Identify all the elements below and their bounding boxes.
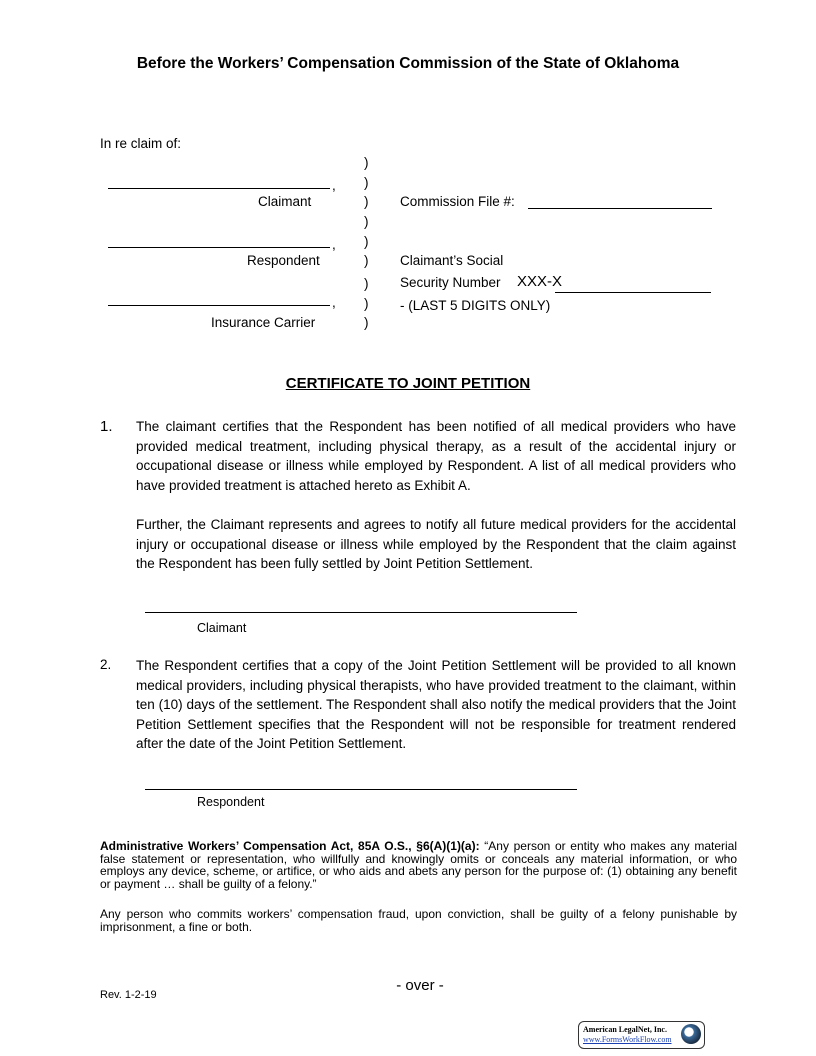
insurance-carrier-label: Insurance Carrier <box>211 315 316 330</box>
certificate-title: CERTIFICATE TO JOINT PETITION <box>285 375 531 392</box>
paren: ) <box>364 276 369 291</box>
page-title: Before the Workers’ Compensation Commission of the State of Oklahoma <box>136 55 680 72</box>
item-1-number: 1. <box>100 418 113 435</box>
act-text: “Any person or entity who makes any material false statement or representation, who willfully and knowingly omits or conceals any material information, or who employs any device, scheme, or artifice, or who aids and abets any person for the purpose of: (1) obtaining any benefit or payment … shall be guilty of a felony.” <box>100 839 737 891</box>
commission-file-field[interactable] <box>528 208 712 209</box>
paren: ) <box>364 175 369 190</box>
ssn-prefix: XXX-X <box>517 273 563 290</box>
paren: ) <box>364 315 369 330</box>
act-title: Administrative Workers’ Compensation Act, 85A O.S., §6(A)(1)(a): <box>100 839 480 853</box>
comma: , <box>332 295 336 310</box>
american-legalnet-logo[interactable] <box>578 1021 705 1049</box>
claimant-signature-line[interactable] <box>145 612 577 613</box>
logo-url[interactable]: www.FormsWorkFlow.com <box>583 1035 672 1044</box>
in-re-label: In re claim of: <box>100 136 182 151</box>
revision-label: Rev. 1-2-19 <box>100 989 157 1001</box>
act-statement <box>100 840 737 890</box>
paren: ) <box>364 214 369 229</box>
globe-icon <box>681 1024 701 1044</box>
ssn-label-line2: Security Number <box>400 275 501 290</box>
fraud-statement: Any person who commits workers’ compensation fraud, upon conviction, shall be guilty of a felony punishable by imprisonment, a fine or both. <box>100 907 737 934</box>
paren: ) <box>364 194 369 209</box>
insurance-carrier-field[interactable] <box>108 305 330 306</box>
respondent-label: Respondent <box>247 253 320 268</box>
item-1-paragraph-2: Further, the Claimant represents and agrees to notify all future medical providers for the accidental injury or occupational disease or illness while employed by the Respondent that the claim against the Respondent has been fully settled by Joint Petition Settlement. <box>136 517 736 571</box>
respondent-name-field[interactable] <box>108 247 330 248</box>
comma: , <box>332 237 336 252</box>
item-2-number: 2. <box>100 657 112 672</box>
comma: , <box>332 178 336 193</box>
item-1-paragraph-1: The claimant certifies that the Respondent has been notified of all medical providers who have provided medical treatment, including physical therapy, as a result of the accidental injury or occupational disease or illness while employed by Respondent. A list of all medical providers who have provided treatment is attached hereto as Exhibit A. <box>136 419 736 493</box>
respondent-signature-line[interactable] <box>145 789 577 790</box>
paren: ) <box>364 253 369 268</box>
ssn-note: - (LAST 5 DIGITS ONLY) <box>400 298 551 313</box>
paren: ) <box>364 234 369 249</box>
ssn-label-line1: Claimant’s Social <box>400 253 504 268</box>
item-2-paragraph: The Respondent certifies that a copy of the Joint Petition Settlement will be provided to all known medical providers, including physical therapists, who have provided treatment to the claimant, within ten (10) days of the settlement. The Respondent shall also notify the medical providers that the Joint Petition Settlement specifies that the Respondent will not be responsible for treatment rendered after the date of the Joint Petition Settlement. <box>136 658 736 751</box>
paren: ) <box>364 296 369 311</box>
ssn-field[interactable] <box>555 292 711 293</box>
claimant-label: Claimant <box>258 194 312 209</box>
over-label: - over - <box>396 977 444 994</box>
paren: ) <box>364 155 369 170</box>
claimant-name-field[interactable] <box>108 188 330 189</box>
logo-company: American LegalNet, Inc. <box>583 1025 667 1034</box>
commission-file-label: Commission File #: <box>400 194 515 209</box>
claimant-signature-label: Claimant <box>197 621 247 635</box>
respondent-signature-label: Respondent <box>197 795 265 809</box>
